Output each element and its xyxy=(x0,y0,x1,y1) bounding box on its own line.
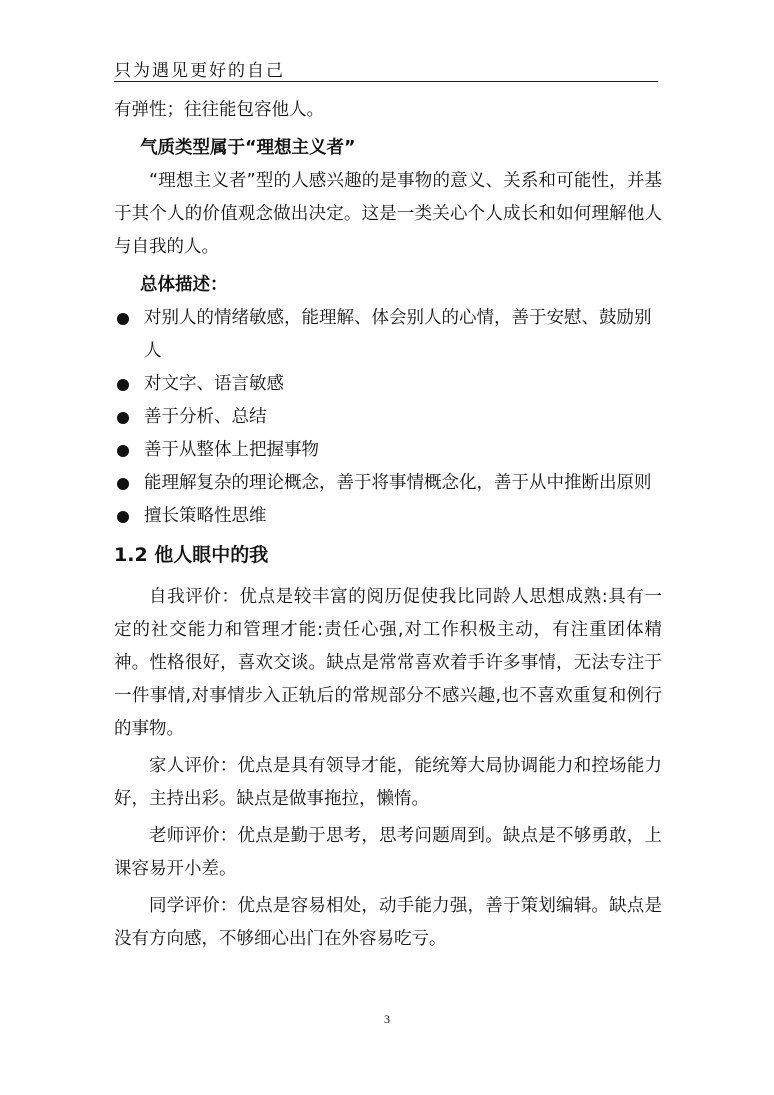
trait-list xyxy=(114,302,662,533)
teacher-evaluation: 老师评价：优点是勤于思考，思考问题周到。缺点是不够勇敢，上课容易开小差。 xyxy=(114,826,662,879)
bullet-icon xyxy=(117,478,129,490)
idealist-description: “理想主义者”型的人感兴趣的是事物的意义、关系和可能性，并基于其个人的价值观念做出决定。这是一类关心个人成长和如何理解他人与自我的人。 xyxy=(114,171,662,257)
list-item xyxy=(114,500,662,533)
page-header xyxy=(114,52,658,82)
document-body xyxy=(114,94,662,956)
overall-description-heading: 总体描述： xyxy=(140,275,228,295)
family-evaluation: 家人评价：优点是具有领导才能，能统筹大局协调能力和控场能力好，主持出彩。缺点是做事拖拉，懒惰。 xyxy=(114,756,662,809)
bullet-icon xyxy=(117,511,129,523)
classmate-evaluation: 同学评价：优点是容易相处，动手能力强，善于策划编辑。缺点是没有方向感，不够细心出门在外容易吃亏。 xyxy=(114,896,662,949)
list-item-text: 对文字、语言敏感 xyxy=(144,374,284,394)
list-item xyxy=(114,302,662,368)
page-number: 3 xyxy=(384,1012,390,1026)
header-divider xyxy=(114,81,658,82)
list-item-text: 能理解复杂的理论概念，善于将事情概念化，善于从中推断出原则 xyxy=(144,473,652,493)
bullet-icon xyxy=(117,445,129,457)
temperament-heading: 气质类型属于“理想主义者” xyxy=(140,138,356,158)
list-item-text: 对别人的情绪敏感，能理解、体会别人的心情，善于安慰、鼓励别人 xyxy=(144,308,652,361)
paragraph-continuation: 有弹性；往往能包容他人。 xyxy=(114,100,324,120)
list-item xyxy=(114,401,662,434)
list-item-text: 善于分析、总结 xyxy=(144,407,267,427)
list-item xyxy=(114,434,662,467)
list-item-text: 善于从整体上把握事物 xyxy=(144,440,319,460)
bullet-icon xyxy=(117,379,129,391)
section-heading: 1.2 他人眼中的我 xyxy=(114,544,269,566)
list-item xyxy=(114,368,662,401)
bullet-icon xyxy=(117,313,129,325)
self-evaluation: 自我评价：优点是较丰富的阅历促使我比同龄人思想成熟:具有一定的社交能力和管理才能:责任心强,对工作积极主动，有注重团体精神。性格很好，喜欢交谈。缺点是常常喜欢着手许多事情，无法专注于一件事情,对事情步入正轨后的常规部分不感兴趣,也不喜欢重复和例行的事物。 xyxy=(114,587,662,739)
header-title: 只为遇见更好的自己 xyxy=(114,61,285,81)
list-item-text: 擅长策略性思维 xyxy=(144,506,267,526)
bullet-icon xyxy=(117,412,129,424)
list-item xyxy=(114,467,662,500)
